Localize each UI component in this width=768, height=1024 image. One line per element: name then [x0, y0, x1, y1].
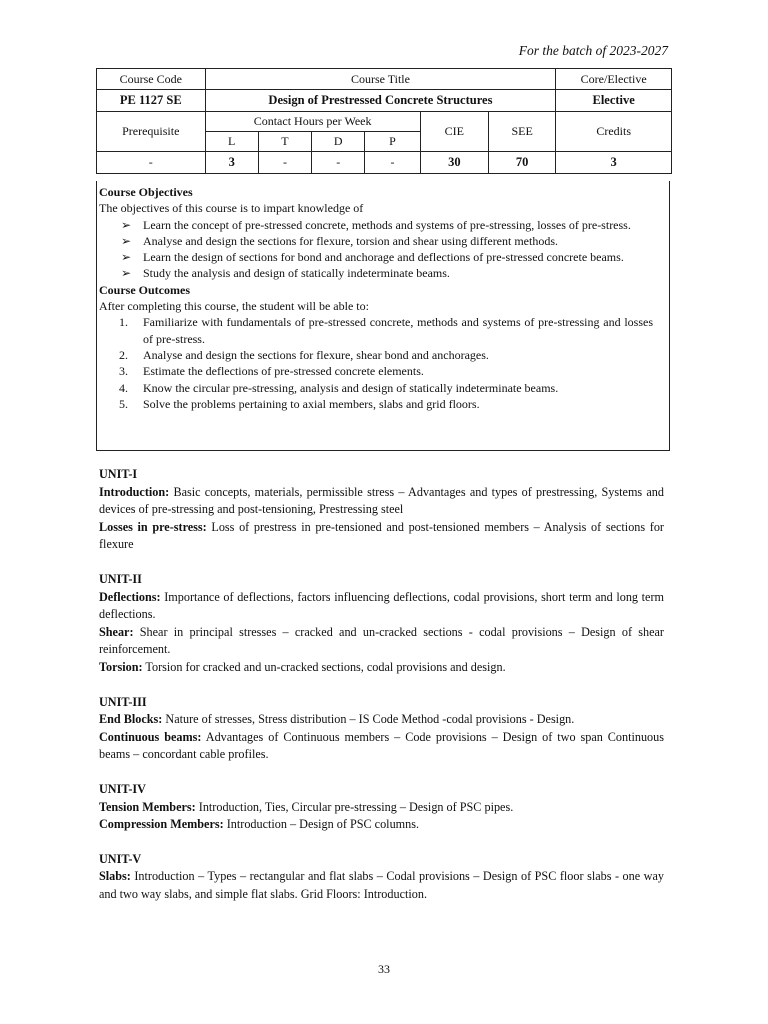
list-item: 4. Know the circular pre-stressing, analysis and design of statically indeterminate beams. [119, 380, 559, 395]
unit-title: UNIT-III [99, 694, 147, 709]
header-cie: CIE [420, 112, 488, 152]
page-number: 33 [378, 962, 390, 976]
header-d: D [312, 132, 365, 152]
unit-paragraph: Introduction: Basic concepts, materials, permissible stress – Advantages and types of prestressing, Systems and devices of pre-stressing and post-tensioning, Prestressing steel [99, 484, 664, 517]
outcomes-intro: After completing this course, the student will be able to: [99, 299, 369, 314]
value-see: 70 [488, 152, 555, 174]
arrow-bullet-icon: ➢ [121, 250, 132, 265]
unit-paragraph: Shear: Shear in principal stresses – cracked and un-cracked sections - codal provisions – Design of shear reinforcement. [99, 624, 664, 657]
syllabus-units [99, 466, 664, 903]
unit-title: UNIT-V [99, 851, 142, 866]
course-title: Design of Prestressed Concrete Structures [205, 90, 556, 112]
header-t: T [258, 132, 311, 152]
unit-paragraph: Deflections: Importance of deflections, factors influencing deflections, codal provisions, short term and long term deflections. [99, 589, 664, 622]
header-course-title: Course Title [205, 69, 556, 90]
arrow-bullet-icon: ➢ [121, 233, 132, 248]
objectives-intro: The objectives of this course is to impart knowledge of [99, 201, 364, 216]
unit-paragraph: Losses in pre-stress: Loss of prestress in pre-tensioned and post-tensioned members – Analysis of sections for flexure [99, 519, 664, 552]
list-item: ➢ Study the analysis and design of statically indeterminate beams. [121, 266, 450, 281]
list-item: 2. Analyse and design the sections for flexure, shear bond and anchorages. [119, 347, 489, 362]
header-credits: Credits [556, 112, 672, 152]
unit-paragraph: Slabs: Introduction – Types – rectangular and flat slabs – Codal provisions – Design of PSC floor slabs - one way and two way slabs, and simple flat slabs. Grid Floors: Introduction. [99, 869, 664, 901]
core-elective-value: Elective [556, 90, 672, 112]
list-item: 3. Estimate the deflections of pre-stressed concrete elements. [119, 364, 424, 379]
outcomes-heading: Course Outcomes [99, 282, 190, 297]
list-item: ➢ Learn the concept of pre-stressed concrete, methods and systems of pre-stressing, losses of pre-stress. [121, 217, 631, 232]
arrow-bullet-icon: ➢ [121, 266, 132, 281]
unit-paragraph: Tension Members: Introduction, Ties, Circular pre-stressing – Design of PSC pipes. [99, 799, 514, 814]
outcomes-list [99, 314, 669, 412]
arrow-bullet-icon: ➢ [121, 217, 132, 232]
list-item: ➢ Learn the design of sections for bond and anchorage and deflections of pre-stressed concrete beams. [121, 250, 624, 265]
value-t: - [258, 152, 311, 174]
objectives-outcomes-box [96, 181, 670, 451]
header-course-code: Course Code [97, 69, 206, 90]
value-credits: 3 [556, 152, 672, 174]
value-prerequisite: - [97, 152, 206, 174]
header-prerequisite: Prerequisite [97, 112, 206, 152]
course-info-table [96, 68, 672, 174]
list-item: ➢ Analyse and design the sections for flexure, torsion and shear using different methods. [121, 233, 559, 248]
unit-paragraph: Torsion: Torsion for cracked and un-cracked sections, codal provisions and design. [99, 659, 506, 674]
header-core-elective: Core/Elective [556, 69, 672, 90]
value-d: - [312, 152, 365, 174]
header-l: L [205, 132, 258, 152]
header-p: P [365, 132, 420, 152]
objectives-list [99, 217, 669, 282]
unit-title: UNIT-IV [99, 781, 146, 796]
batch-note: For the batch of 2023-2027 [518, 43, 668, 58]
unit-title: UNIT-II [99, 571, 142, 586]
unit-paragraph: Continuous beams: Advantages of Continuous members – Code provisions – Design of two span Continuous beams – concordant cable profiles. [99, 729, 664, 762]
header-contact-hours: Contact Hours per Week [205, 112, 420, 132]
value-cie: 30 [420, 152, 488, 174]
value-l: 3 [205, 152, 258, 174]
unit-paragraph: End Blocks: Nature of stresses, Stress distribution – IS Code Method -codal provisions - Design. [99, 712, 575, 727]
value-p: - [365, 152, 420, 174]
list-item: 1. Familiarize with fundamentals of pre-stressed concrete, methods and systems of pre-stressing and losses of pre-stress. [119, 315, 653, 346]
header-see: SEE [488, 112, 555, 152]
unit-paragraph: Compression Members: Introduction – Design of PSC columns. [99, 817, 420, 832]
list-item: 5. Solve the problems pertaining to axial members, slabs and grid floors. [119, 396, 480, 411]
course-code: PE 1127 SE [97, 90, 206, 112]
unit-title: UNIT-I [99, 467, 138, 481]
objectives-heading: Course Objectives [99, 185, 193, 199]
